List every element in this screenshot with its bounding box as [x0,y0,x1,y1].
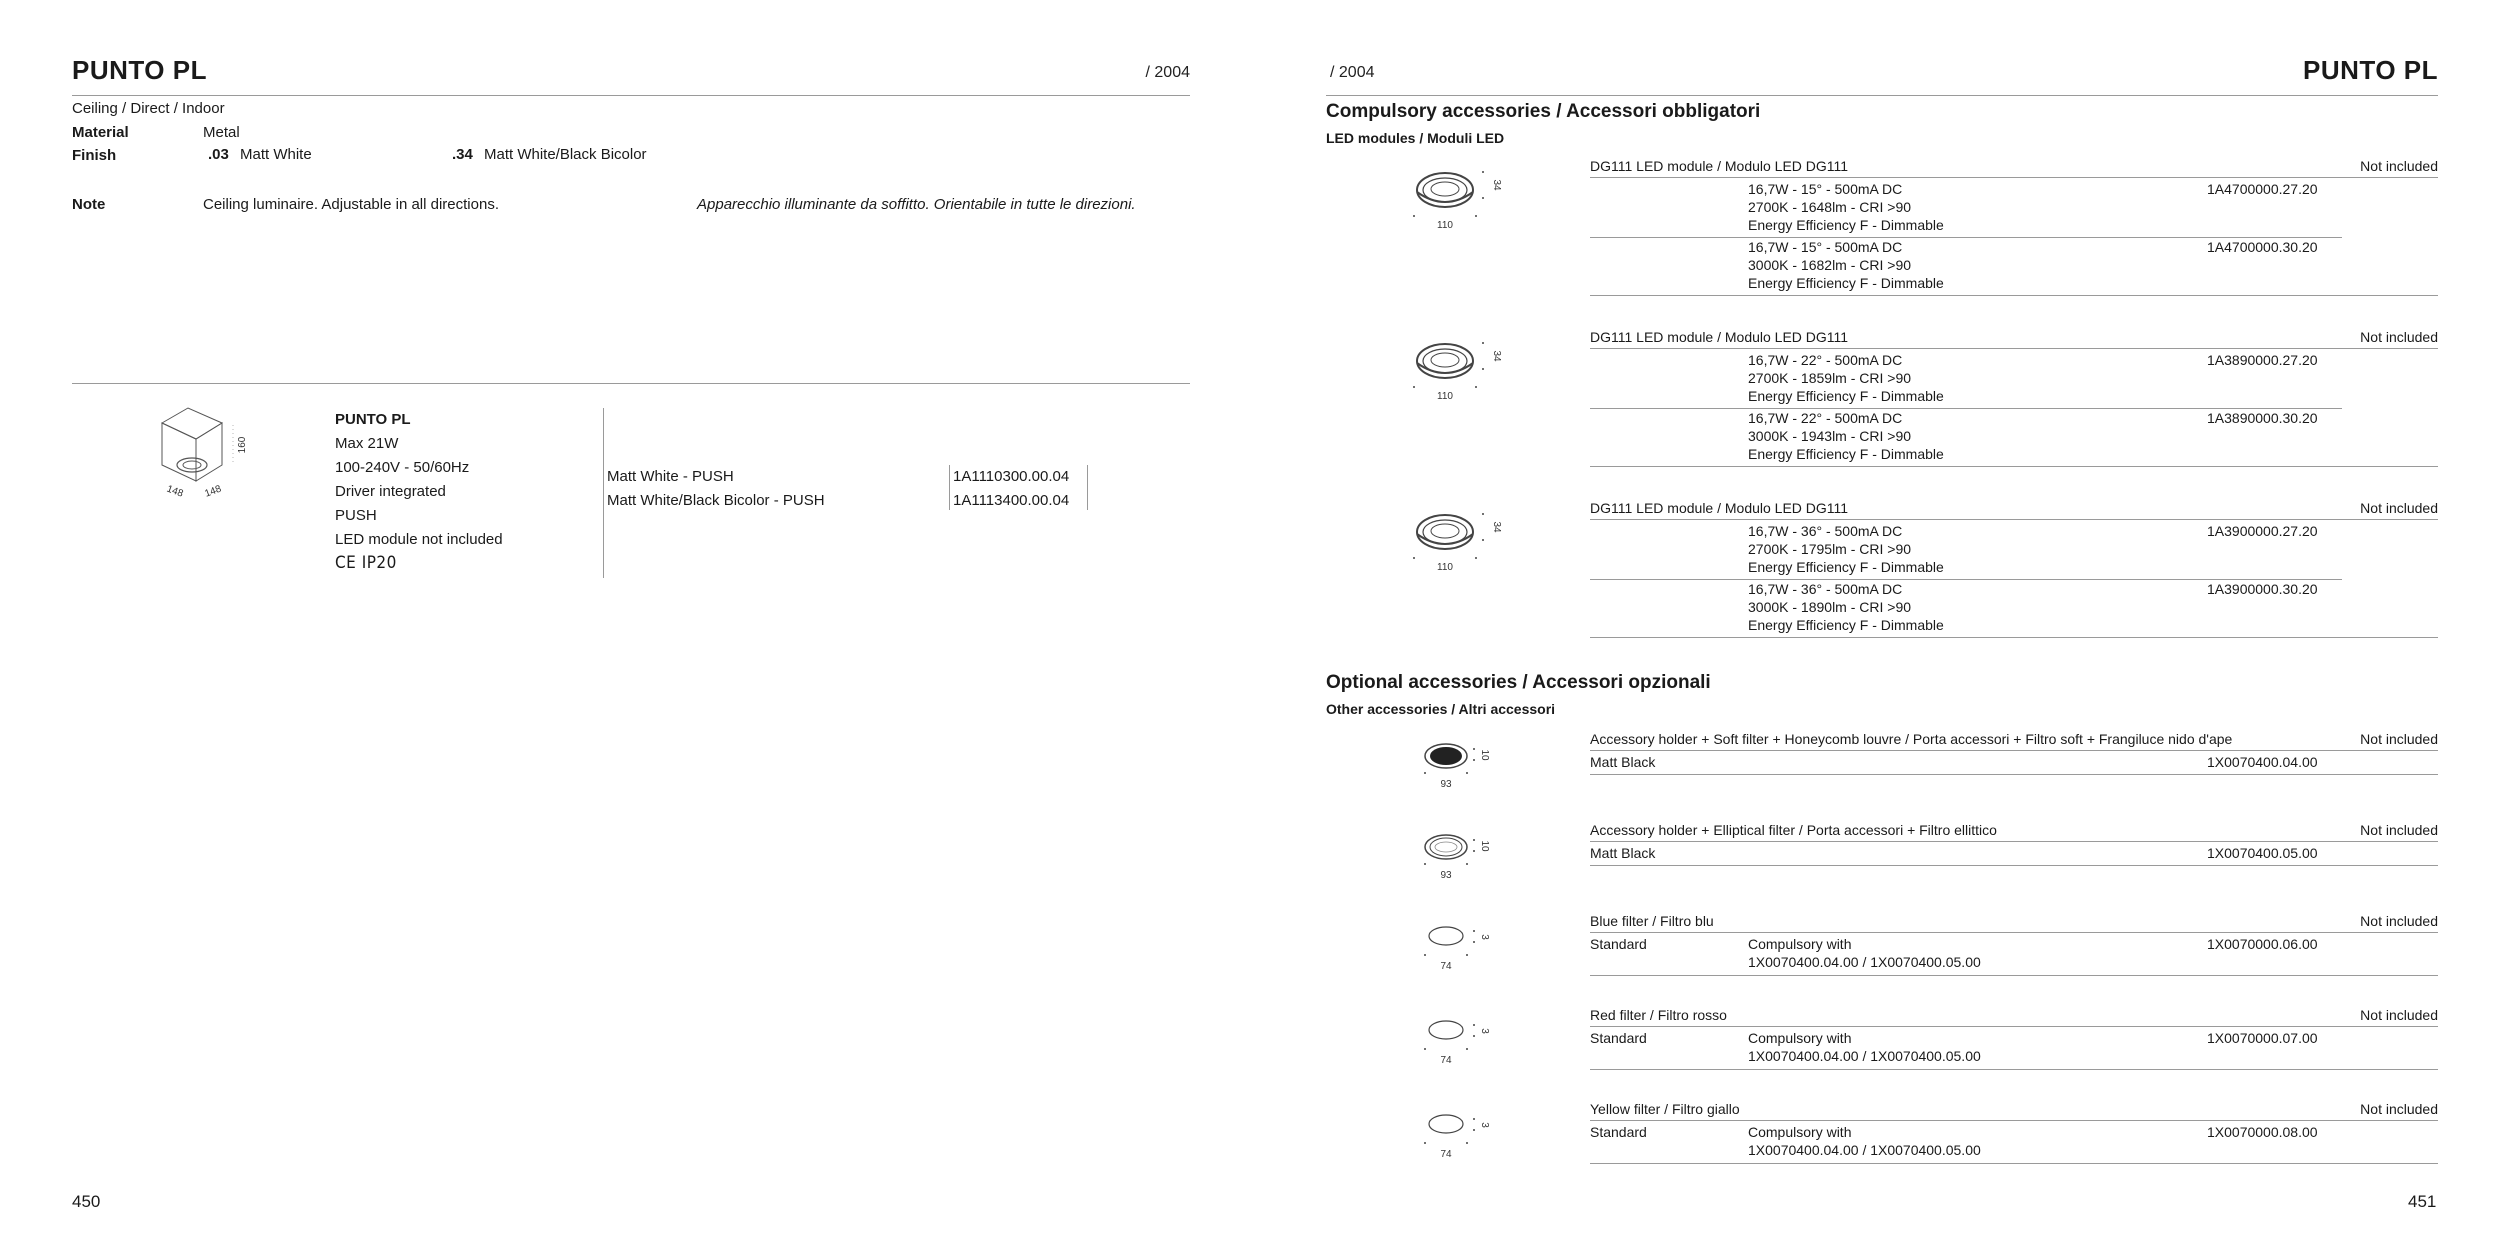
inclusion-status: Not included [2360,731,2438,747]
compulsory-subheading: LED modules / Moduli LED [1326,130,1505,146]
row-rule [1590,932,2438,933]
led-module-spec: 2700K - 1648lm - CRI >90 [1748,199,1912,215]
row-rule [1590,865,2438,866]
row-rule [1590,466,2438,467]
accessory-title: Accessory holder + Soft filter + Honeycomb louvre / Porta accessori + Filtro soft + Frangiluce nido d'ape [1590,731,2233,747]
accessory-compatibility: Compulsory with [1748,1030,1852,1046]
row-rule [1590,579,2342,580]
product-code: 1X0070400.05.00 [2207,845,2318,861]
led-module-spec: 2700K - 1795lm - CRI >90 [1748,541,1912,557]
product-code: 1A3890000.30.20 [2207,410,2318,426]
dim-width-label: 74 [1440,961,1452,972]
product-code: 1X0070000.07.00 [2207,1030,2318,1046]
finish-label: Finish [72,147,117,164]
dim-width-label: 110 [1437,220,1453,231]
accessory-title: Blue filter / Filtro blu [1590,913,1714,929]
material-label: Material [72,124,129,141]
ce-ip20-cert-mark [335,553,397,573]
accessory-compatibility-codes: 1X0070400.04.00 / 1X0070400.05.00 [1748,1142,1981,1158]
led-module-title: DG111 LED module / Modulo LED DG111 [1590,329,1849,345]
dim-height-label: 10 [1479,749,1490,761]
row-rule [1590,1069,2438,1070]
finish-code: .03 [208,146,229,163]
product-spec: Driver integrated [335,483,446,500]
inclusion-status: Not included [2360,1101,2438,1117]
row-rule [1590,750,2438,751]
product-spec: Max 21W [335,435,399,452]
product-code: 1A4700000.30.20 [2207,239,2318,255]
inclusion-status: Not included [2360,822,2438,838]
row-rule [1590,637,2438,638]
dim-height-label: 160 [237,436,248,454]
led-module-spec: 16,7W - 36° - 500mA DC [1748,523,1903,539]
variant-code: 1A1110300.00.04 [953,468,1070,485]
inclusion-status: Not included [2360,1007,2438,1023]
product-code: 1A3890000.27.20 [2207,352,2318,368]
right-title-rule [1326,95,2438,96]
led-module-spec: 16,7W - 36° - 500mA DC [1748,581,1903,597]
accessory-finish: Standard [1590,1124,1647,1140]
row-rule [1590,348,2438,349]
product-code: 1X0070000.06.00 [2207,936,2318,952]
accessory-compatibility: Compulsory with [1748,1124,1852,1140]
accessory-finish: Standard [1590,936,1647,952]
accessory-drawing [1418,918,1498,978]
inclusion-status: Not included [2360,913,2438,929]
product-code: 1X0070400.04.00 [2207,754,2318,770]
accessory-finish: Matt Black [1590,754,1656,770]
product-spec: 100-240V - 50/60Hz [335,459,470,476]
row-rule [1590,1120,2438,1121]
punto-pl-product-drawing [150,403,260,503]
material-value: Metal [203,124,240,141]
row-rule [1590,841,2438,842]
accessory-drawing [1418,736,1498,796]
right-page-year: / 2004 [1330,64,1375,81]
led-module-spec: 16,7W - 15° - 500mA DC [1748,181,1903,197]
row-rule [1590,975,2438,976]
accessory-compatibility-codes: 1X0070400.04.00 / 1X0070400.05.00 [1748,954,1981,970]
note-label: Note [72,196,106,213]
dim-height-label: 3 [1479,934,1490,940]
accessory-drawing [1418,1012,1498,1072]
right-page-number: 451 [2408,1192,2437,1211]
led-module-spec: 3000K - 1682lm - CRI >90 [1748,257,1912,273]
row-rule [1590,177,2438,178]
dim-depth-label: 148 [203,483,223,500]
note-english: Ceiling luminaire. Adjustable in all directions. [203,196,499,213]
inclusion-status: Not included [2360,158,2438,174]
dim-width-label: 110 [1437,391,1453,402]
variant-code-divider [949,465,950,510]
product-name: PUNTO PL [335,411,411,428]
dim-width-label: 93 [1440,779,1452,790]
finish-name: Matt White/Black Bicolor [484,146,647,163]
dim-width-label: 110 [1437,562,1453,573]
led-module-title: DG111 LED module / Modulo LED DG111 [1590,500,1849,516]
led-module-spec: 3000K - 1890lm - CRI >90 [1748,599,1912,615]
row-rule [1590,1026,2438,1027]
left-title-rule [72,95,1190,96]
accessory-drawing [1418,827,1498,887]
left-page-number: 450 [72,1192,101,1211]
dim-height-label: 34 [1491,350,1502,362]
compulsory-heading: Compulsory accessories / Accessori obbligatori [1326,101,1761,122]
led-module-spec: Energy Efficiency F - Dimmable [1748,559,1944,575]
dim-height-label: 10 [1479,840,1490,852]
led-module-spec: 16,7W - 15° - 500mA DC [1748,239,1903,255]
led-module-spec: Energy Efficiency F - Dimmable [1748,275,1944,291]
led-module-spec: 2700K - 1859lm - CRI >90 [1748,370,1912,386]
product-spec: LED module not included [335,531,503,548]
product-code: 1A3900000.30.20 [2207,581,2318,597]
left-page-year: / 2004 [1145,64,1190,81]
dim-height-label: 34 [1491,521,1502,533]
inclusion-status: Not included [2360,500,2438,516]
dim-height-label: 34 [1491,179,1502,191]
led-module-spec: 16,7W - 22° - 500mA DC [1748,410,1903,426]
led-module-drawing [1410,162,1500,232]
left-page-title: PUNTO PL [72,55,207,85]
accessory-compatibility: Compulsory with [1748,936,1852,952]
product-spec: PUSH [335,507,377,524]
right-page-title: PUNTO PL [2303,55,2438,85]
variant-name: Matt White - PUSH [607,468,734,485]
inclusion-status: Not included [2360,329,2438,345]
led-module-spec: Energy Efficiency F - Dimmable [1748,617,1944,633]
note-italian: Apparecchio illuminante da soffitto. Orientabile in tutte le direzioni. [697,196,1136,213]
row-rule [1590,519,2438,520]
left-section-rule [72,383,1190,384]
product-code: 1A3900000.27.20 [2207,523,2318,539]
product-divider [603,408,604,578]
accessory-title: Red filter / Filtro rosso [1590,1007,1727,1023]
dim-width-label: 74 [1440,1055,1452,1066]
optional-heading: Optional accessories / Accessori opzionali [1326,672,1711,693]
accessory-finish: Matt Black [1590,845,1656,861]
product-code: 1A4700000.27.20 [2207,181,2318,197]
dim-height-label: 3 [1479,1122,1490,1128]
dim-height-label: 3 [1479,1028,1490,1034]
row-rule [1590,237,2342,238]
led-module-title: DG111 LED module / Modulo LED DG111 [1590,158,1849,174]
accessory-finish: Standard [1590,1030,1647,1046]
led-module-drawing [1410,504,1500,574]
row-rule [1590,295,2438,296]
product-code: 1X0070000.08.00 [2207,1124,2318,1140]
variant-code: 1A1113400.00.04 [953,492,1070,509]
led-module-spec: Energy Efficiency F - Dimmable [1748,217,1944,233]
led-module-spec: 16,7W - 22° - 500mA DC [1748,352,1903,368]
led-module-drawing [1410,333,1500,403]
led-module-spec: Energy Efficiency F - Dimmable [1748,446,1944,462]
optional-subheading: Other accessories / Altri accessori [1326,701,1556,717]
row-rule [1590,774,2438,775]
dim-width-label: 93 [1440,870,1452,881]
row-rule [1590,1163,2438,1164]
dim-width-label: 148 [165,483,185,500]
accessory-compatibility-codes: 1X0070400.04.00 / 1X0070400.05.00 [1748,1048,1981,1064]
variant-name: Matt White/Black Bicolor - PUSH [607,492,825,509]
row-rule [1590,408,2342,409]
cert-text: CE IP20 [335,553,397,573]
led-module-spec: 3000K - 1943lm - CRI >90 [1748,428,1912,444]
accessory-title: Accessory holder + Elliptical filter / Porta accessori + Filtro ellittico [1590,822,1997,838]
accessory-drawing [1418,1106,1498,1166]
finish-code: .34 [452,146,473,163]
accessory-title: Yellow filter / Filtro giallo [1590,1101,1740,1117]
left-subtitle: Ceiling / Direct / Indoor [72,100,225,117]
finish-name: Matt White [240,146,312,163]
dim-width-label: 74 [1440,1149,1452,1160]
led-module-spec: Energy Efficiency F - Dimmable [1748,388,1944,404]
variant-code-divider [1087,465,1088,510]
